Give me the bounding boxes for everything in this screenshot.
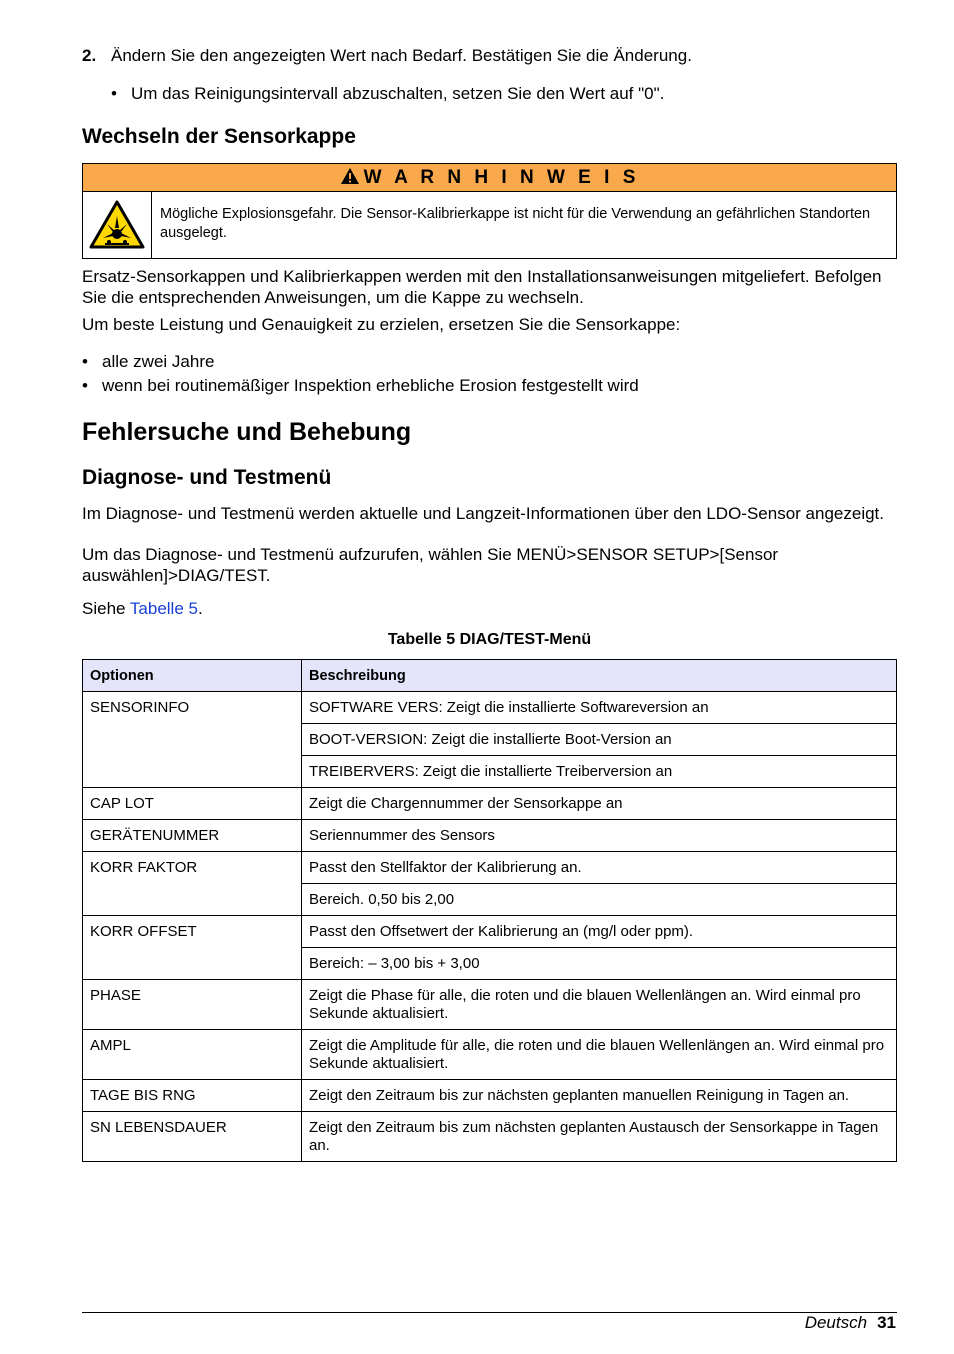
table-5-link[interactable]: Tabelle 5: [129, 599, 198, 618]
option-cell: CAP LOT: [83, 788, 302, 820]
description-cell: Passt den Stellfaktor der Kalibrierung an.: [302, 852, 897, 884]
description-cell: Seriennummer des Sensors: [302, 820, 897, 852]
diag-test-table: [82, 659, 897, 1162]
section-heading-sensor-cap: Wechseln der Sensorkappe: [82, 125, 356, 148]
description-cell: SOFTWARE VERS: Zeigt die installierte Softwareversion an: [302, 692, 897, 724]
page-footer: [805, 1313, 896, 1333]
table-row: [83, 1080, 897, 1112]
table-row: [83, 820, 897, 852]
description-cell: TREIBERVERS: Zeigt die installierte Treiberversion an: [302, 756, 897, 788]
warning-triangle-icon: [340, 167, 360, 185]
description-cell: Bereich. 0,50 bis 2,00: [302, 884, 897, 916]
warning-box: [82, 163, 897, 259]
warning-header: [83, 164, 896, 192]
paragraph-diag-access: Um das Diagnose- und Testmenü aufzurufen, wählen Sie MENÜ>SENSOR SETUP>[Sensor auswählen]>DIAG/TEST.: [82, 545, 779, 585]
warning-label: W A R N H I N W E I S: [363, 167, 640, 188]
list-item: • wenn bei routinemäßiger Inspektion erhebliche Erosion festgestellt wird: [82, 376, 639, 395]
option-cell: GERÄTENUMMER: [83, 820, 302, 852]
table-header-row: [83, 660, 897, 692]
paragraph-best-performance: Um beste Leistung und Genauigkeit zu erzielen, ersetzen Sie die Sensorkappe:: [82, 315, 681, 334]
option-cell: TAGE BIS RNG: [83, 1080, 302, 1112]
description-cell: Passt den Offsetwert der Kalibrierung an (mg/l oder ppm).: [302, 916, 897, 948]
description-cell: Bereich: – 3,00 bis + 3,00: [302, 948, 897, 980]
paragraph-diag-intro: Im Diagnose- und Testmenü werden aktuelle und Langzeit-Informationen über den LDO-Sensor angezeigt.: [82, 504, 885, 523]
description-cell: BOOT-VERSION: Zeigt die installierte Boot-Version an: [302, 724, 897, 756]
substep: [111, 84, 664, 104]
substep-text: Um das Reinigungsintervall abzuschalten, setzen Sie den Wert auf "0".: [131, 84, 665, 103]
footer-divider: [82, 1312, 897, 1313]
warning-body: [83, 192, 896, 258]
page-number: 31: [877, 1313, 896, 1332]
table-row: [83, 788, 897, 820]
table-row: [83, 980, 897, 1030]
option-cell: PHASE: [83, 980, 302, 1030]
description-cell: Zeigt den Zeitraum bis zur nächsten geplanten manuellen Reinigung in Tagen an.: [302, 1080, 897, 1112]
bullet: •: [111, 84, 117, 103]
description-cell: Zeigt die Amplitude für alle, die roten und die blauen Wellenlängen an. Wird einmal pro Sekunde aktualisiert.: [302, 1030, 897, 1080]
column-header-options: Optionen: [83, 660, 302, 692]
table-row: [83, 1030, 897, 1080]
footer-language: Deutsch: [804, 1313, 868, 1332]
paragraph-replacement-caps: Ersatz-Sensorkappen und Kalibrierkappen werden mit den Installationsanweisungen mitgeliefert. Befolgen Sie die entsprechenden Anweisungen, um die Kappe zu wechseln.: [82, 267, 882, 307]
option-cell: KORR FAKTOR: [83, 852, 302, 916]
warning-text: Mögliche Explosionsgefahr. Die Sensor-Kalibrierkappe ist nicht für die Verwendung an gefährlichen Standorten ausgelegt.: [160, 206, 871, 241]
table-caption: Tabelle 5 DIAG/TEST-Menü: [387, 631, 592, 648]
table-row: [83, 852, 897, 884]
explosion-hazard-icon: [89, 200, 145, 250]
step-text: Ändern Sie den angezeigten Wert nach Bedarf. Bestätigen Sie die Änderung.: [111, 46, 692, 65]
description-cell: Zeigt die Phase für alle, die roten und die blauen Wellenlängen an. Wird einmal pro Sekunde aktualisiert.: [302, 980, 897, 1030]
table-row: [83, 1112, 897, 1162]
option-cell: SN LEBENSDAUER: [83, 1112, 302, 1162]
option-cell: SENSORINFO: [83, 692, 302, 788]
bullet-list: [82, 350, 639, 398]
description-cell: Zeigt die Chargennummer der Sensorkappe an: [302, 788, 897, 820]
step-number: 2.: [82, 46, 97, 65]
table-row: [83, 692, 897, 724]
option-cell: AMPL: [83, 1030, 302, 1080]
list-item: • alle zwei Jahre: [82, 352, 215, 371]
section-heading-diag-menu: Diagnose- und Testmenü: [82, 466, 332, 489]
paragraph-see-table: Siehe Tabelle 5.: [82, 599, 203, 618]
step-2: [82, 46, 692, 66]
option-cell: KORR OFFSET: [83, 916, 302, 980]
section-heading-troubleshooting: Fehlersuche und Behebung: [82, 418, 412, 446]
explosion-hazard-icon-cell: [83, 192, 152, 258]
table-row: [83, 916, 897, 948]
description-cell: Zeigt den Zeitraum bis zum nächsten geplanten Austausch der Sensorkappe in Tagen an.: [302, 1112, 897, 1162]
column-header-description: Beschreibung: [302, 660, 897, 692]
